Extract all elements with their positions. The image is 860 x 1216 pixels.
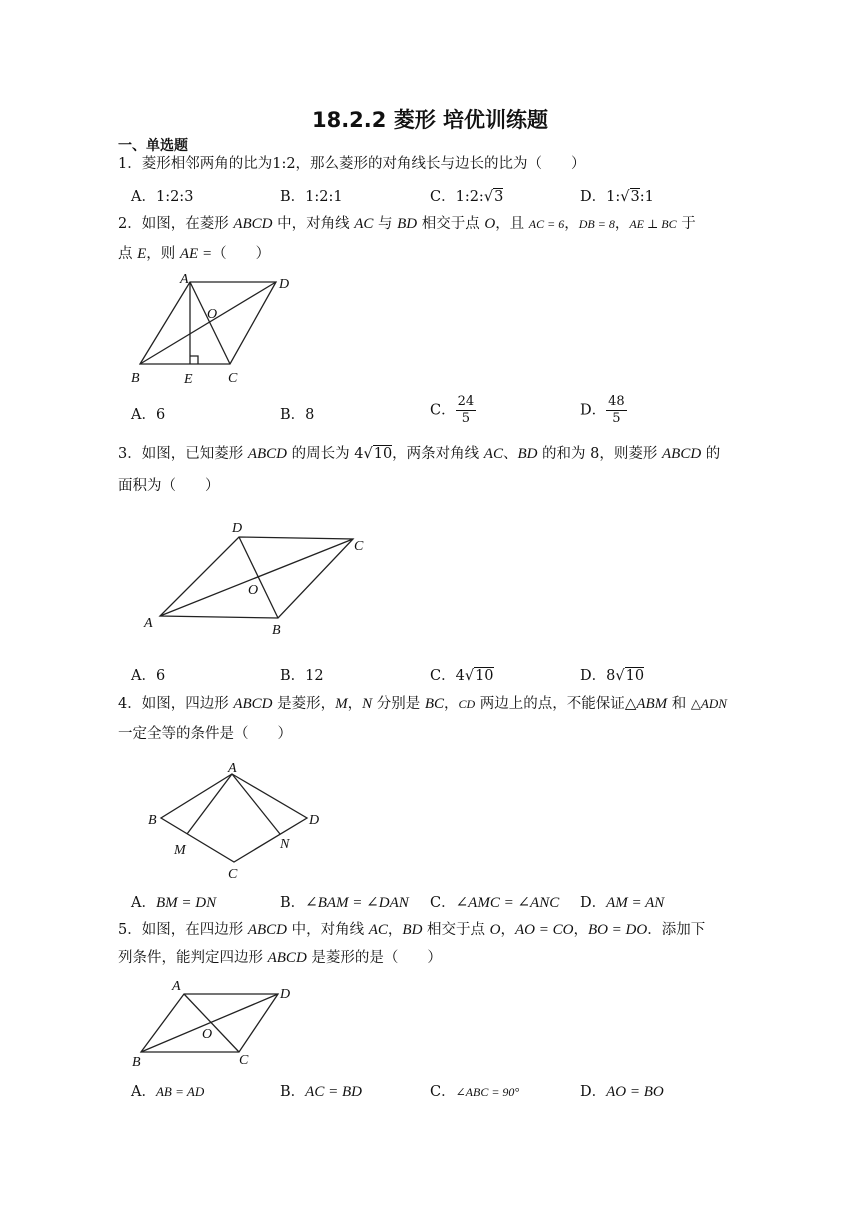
text: ．添加下 xyxy=(647,922,706,938)
q1-option-c-radicand: 3 xyxy=(494,189,504,205)
diagonal-bd xyxy=(140,282,276,364)
text: ， xyxy=(614,216,630,232)
label-c: C xyxy=(228,371,238,386)
text: B． xyxy=(280,895,306,911)
math: AE ⊥ BC xyxy=(629,217,677,231)
label-o: O xyxy=(207,307,218,322)
text: 3．如图，已知菱形 xyxy=(118,446,248,462)
question-4-stem-line1 xyxy=(118,694,727,714)
text: 是菱形， xyxy=(272,696,336,712)
label-a: A xyxy=(228,761,237,776)
q5-option-d[interactable] xyxy=(580,1080,664,1101)
text: ， xyxy=(573,922,588,938)
label-b: B xyxy=(272,623,281,638)
q3-rhombus-figure xyxy=(138,512,378,640)
q5-rhombus-figure xyxy=(128,974,308,1070)
math: O xyxy=(489,922,501,938)
label-a: A xyxy=(144,616,153,631)
diagonal-ac xyxy=(160,539,353,616)
q1-option-d-tail: :1 xyxy=(639,189,654,205)
text: C． xyxy=(430,1084,456,1100)
text: ， xyxy=(387,922,403,938)
radicand: 10 xyxy=(373,446,393,462)
q3-option-c[interactable]: C．4√10 xyxy=(430,668,494,684)
label-d: D xyxy=(232,521,243,536)
q2-rhombus-figure xyxy=(128,270,308,390)
text: 2．如图，在菱形 xyxy=(118,216,234,232)
math: 4 xyxy=(354,446,364,462)
label-c: C xyxy=(354,539,364,554)
numerator: 48 xyxy=(608,394,625,409)
question-1-stem: 1．菱形相邻两角的比为1:2，那么菱形的对角线长与边长的比为（ ） xyxy=(118,156,586,172)
text: 列条件，能判定四边形 xyxy=(118,950,268,966)
radicand: 10 xyxy=(475,668,494,684)
fraction xyxy=(456,394,477,427)
text: 、 xyxy=(502,446,518,462)
text: D．8 xyxy=(580,668,616,684)
math: AM = AN xyxy=(606,895,665,911)
math: ABCD xyxy=(233,696,273,712)
math: AC = BD xyxy=(305,1084,362,1100)
label-c: C xyxy=(228,867,238,880)
q4-option-d[interactable] xyxy=(580,891,664,912)
q1-option-a[interactable]: A．1:2:3 xyxy=(131,189,194,205)
math: AC xyxy=(483,446,503,462)
label-b: B xyxy=(131,371,140,386)
math: BC xyxy=(424,696,445,712)
q5-option-c[interactable] xyxy=(430,1080,519,1101)
diagonal-ac xyxy=(184,994,239,1052)
question-5-stem-line2 xyxy=(118,948,442,968)
text: ， xyxy=(444,696,459,712)
math: △ADN xyxy=(690,696,727,711)
q1-option-d-text: D．1: xyxy=(580,189,621,205)
text: 中，对角线 xyxy=(272,216,355,232)
text: ， xyxy=(564,216,579,232)
label-o: O xyxy=(248,583,259,598)
text: B． xyxy=(280,1084,306,1100)
q4-option-a[interactable] xyxy=(131,891,216,912)
math: ABCD xyxy=(662,446,702,462)
text: 的 xyxy=(701,446,721,462)
segment-am xyxy=(187,774,232,834)
math: BM = DN xyxy=(155,895,217,911)
math: AO = CO xyxy=(514,922,574,938)
question-5-stem-line1 xyxy=(118,920,705,940)
diagonal-bd xyxy=(141,994,278,1052)
q4-option-b[interactable] xyxy=(280,891,409,912)
text: （ ） xyxy=(212,246,271,262)
math: M xyxy=(335,696,348,712)
text: 是菱形的是（ ） xyxy=(306,950,442,966)
text: ， xyxy=(347,696,363,712)
math: AO = BO xyxy=(606,1084,664,1100)
q5-option-a[interactable] xyxy=(131,1080,204,1101)
text: 的和为 8，则菱形 xyxy=(537,446,663,462)
diagonal-bd xyxy=(239,537,278,618)
fraction xyxy=(606,394,627,427)
math: ABCD xyxy=(247,922,288,938)
text: 和 xyxy=(667,696,691,712)
label-d: D xyxy=(309,813,320,828)
numerator: 24 xyxy=(457,394,475,409)
text: ，且 xyxy=(495,216,529,232)
label-c: C xyxy=(239,1053,249,1068)
math: ABCD xyxy=(267,950,307,966)
question-2-stem-line1 xyxy=(118,214,696,234)
q1-option-b[interactable]: B．1:2:1 xyxy=(280,189,343,205)
math: AC = 6 xyxy=(528,217,565,231)
q3-option-d[interactable]: D．8√10 xyxy=(580,668,645,684)
text: ，则 xyxy=(146,246,180,262)
math: E xyxy=(137,246,147,262)
text: C． xyxy=(430,895,456,911)
text: 与 xyxy=(373,216,398,232)
label-d: D xyxy=(280,987,291,1002)
label-o: O xyxy=(202,1027,213,1042)
q2-option-c[interactable] xyxy=(430,394,476,427)
text: 分别是 xyxy=(372,696,425,712)
q1-option-d[interactable]: D．1:√3:1 xyxy=(580,189,654,205)
math: ABCD xyxy=(233,216,273,232)
q5-option-b[interactable] xyxy=(280,1080,362,1101)
math: BO = DO xyxy=(587,922,648,938)
text: ，两条对角线 xyxy=(392,446,484,462)
text: 4．如图，四边形 xyxy=(118,696,234,712)
question-3-stem-line1: 3．如图，已知菱形 ABCD 的周长为 4√10，两条对角线 AC、BD 的和为 8，则菱形 ABCD 的 xyxy=(118,446,721,462)
text: 相交于点 xyxy=(422,922,490,938)
math: ∠BAM = ∠DAN xyxy=(305,895,409,911)
label-b: B xyxy=(148,813,157,828)
label-a: A xyxy=(180,272,189,287)
math: BD xyxy=(517,446,538,462)
text: D． xyxy=(580,1084,607,1100)
label-n: N xyxy=(280,837,290,852)
q2-option-b[interactable]: B．8 xyxy=(280,407,315,423)
math: N xyxy=(362,696,373,712)
label-b: B xyxy=(132,1055,141,1070)
text: D． xyxy=(580,402,607,419)
q2-option-a[interactable]: A．6 xyxy=(131,407,166,423)
text: 5．如图，在四边形 xyxy=(118,922,248,938)
q1-option-c[interactable]: C．1:2:√3 xyxy=(430,189,504,205)
question-4-stem-line2: 一定全等的条件是（ ） xyxy=(118,726,292,742)
math: BD xyxy=(397,216,418,232)
text: 于 xyxy=(676,216,696,232)
section-heading: 一、单选题 xyxy=(118,138,188,154)
math: CD xyxy=(458,697,476,711)
segment-an xyxy=(232,774,280,834)
text: 点 xyxy=(118,246,138,262)
label-e: E xyxy=(184,372,193,387)
q3-option-b[interactable]: B．12 xyxy=(280,668,324,684)
q4-rhombus-figure xyxy=(140,758,340,880)
math: DB = 8 xyxy=(578,217,615,231)
text: C．4 xyxy=(430,668,465,684)
q2-option-d[interactable] xyxy=(580,394,627,427)
right-angle-mark xyxy=(190,356,198,364)
text: 相交于点 xyxy=(417,216,485,232)
q1-option-d-radicand: 3 xyxy=(630,189,640,205)
math: ∠ABC = 90° xyxy=(455,1085,520,1099)
denominator: 5 xyxy=(612,411,621,426)
text: D． xyxy=(580,895,607,911)
question-3-stem-line2: 面积为（ ） xyxy=(118,478,220,494)
q4-option-c[interactable] xyxy=(430,891,559,912)
text: A． xyxy=(131,1084,156,1100)
label-m: M xyxy=(174,843,186,858)
text: A． xyxy=(131,895,156,911)
math: AC xyxy=(368,922,388,938)
page-title: 18.2.2 菱形 培优训练题 xyxy=(311,108,549,132)
question-2-stem-line2 xyxy=(118,244,270,264)
math: AC xyxy=(354,216,374,232)
text: C． xyxy=(430,402,456,419)
text: 两边上的点，不能保证 xyxy=(475,696,625,712)
q3-option-a[interactable]: A．6 xyxy=(131,668,166,684)
radicand: 10 xyxy=(625,668,645,684)
math: ABCD xyxy=(247,446,288,462)
label-a: A xyxy=(172,979,181,994)
label-d: D xyxy=(279,277,290,292)
math: O xyxy=(484,216,496,232)
math: AB = AD xyxy=(155,1084,205,1099)
text: 的周长为 xyxy=(287,446,355,462)
q1-option-c-text: C．1:2: xyxy=(430,189,484,205)
math: BD xyxy=(402,922,423,938)
math: ∠AMC = ∠ANC xyxy=(455,895,560,911)
math: AE = xyxy=(179,246,213,262)
diagonal-ac xyxy=(190,282,230,364)
text: ， xyxy=(500,922,515,938)
text: 中，对角线 xyxy=(287,922,369,938)
math: △ABM xyxy=(624,696,668,712)
denominator: 5 xyxy=(461,411,471,426)
